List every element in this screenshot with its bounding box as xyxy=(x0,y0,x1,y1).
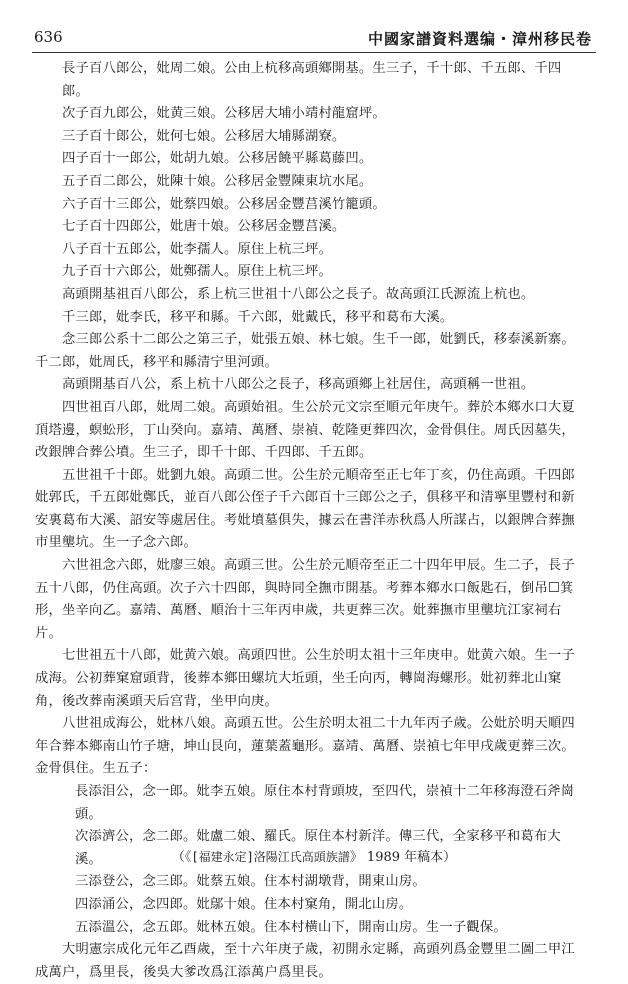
paragraph: 長添泪公，念一郎。妣李五娘。原住本村背頭坡，至四代，崇禎十二年移海澄石斧崗頭。 xyxy=(75,784,575,822)
paragraph: 次子百九郎公，妣黄三娘。公移居大埔小靖村龍窟坪。 xyxy=(62,106,386,122)
paragraph: 高頭開基祖百八郎公，系上杭三世祖十八郎公之長子。故高頭江氏源流上杭也。 xyxy=(62,286,535,302)
paragraph: 高頭開基百八公，系上杭十八郎公之長子，移高頭鄉上社居住，高頭稱一世祖。 xyxy=(62,377,535,393)
source-citation xyxy=(0,846,628,865)
paragraph: 六子百十三郎公，妣蔡四娘。公移居金豐莒溪竹籠頭。 xyxy=(62,196,386,212)
paragraph: 長子百八郎公，妣周二娘。公由上杭移高頭鄉開基。生三子，千十郎、千五郎、千四郎。 xyxy=(62,61,562,99)
paragraph: 六世祖念六郎，妣廖三娘。高頭三世。公生於元順帝至正二十四年甲辰。生二子，長子五十八郎，仍住高頭。次子六十四郎，與時同全撫市開基。考葬本鄉水口飯匙石，倒吊☐箕形，坐辛向乙。嘉靖、萬曆、順治十三年丙申歲，共更葬三次。妣葬撫市里壟坑江家祠右片。 xyxy=(35,558,575,641)
paragraph: 七世祖五十八郎，妣黄六娘。高頭四世。公生於明太祖十三年庚申。妣黄六娘。生一子成海。公初葬窠窟頭背，後葬本鄉田螺坑大坵頭，坐壬向丙，轉崗海螺形。妣初葬北山窠角，後改葬南溪頭天后宫背，坐甲向庚。 xyxy=(35,648,575,709)
paragraph: 四子百十一郎公，妣胡九娘。公移居饒平縣葛藤凹。 xyxy=(62,151,373,167)
paragraph: 九子百十六郎公，妣鄭孺人。原住上杭三坪。 xyxy=(62,264,332,280)
paragraph: 千三郎，妣李氏，移平和縣。千六郎，妣戴氏，移平和葛布大溪。 xyxy=(62,309,454,325)
page-header xyxy=(32,26,596,53)
paragraph: 次添濟公，念二郎。妣盧二娘、羅氏。原住本村新洋。傳三代，全家移平和葛布大溪。 xyxy=(75,829,561,867)
citation-title: [福建永定]洛陽江氏高頭族譜 xyxy=(191,850,350,864)
paragraph: 八子百十五郎公，妣李孺人。原住上杭三坪。 xyxy=(62,241,332,257)
paragraph: 七子百十四郎公，妣唐十娘。公移居金豐莒溪。 xyxy=(62,219,346,235)
paragraph: 四世祖百八郎，妣周二娘。高頭始祖。生公於元文宗至順元年庚午。葬於本鄉水口大夏頂塔邊，螟蚣形，丁山癸向。嘉靖、萬曆、崇禎、乾隆更葬四次，金骨俱住。周氏因墓失，改銀牌合葬公墳。生三子，即千十郎、千四郎、千五郎。 xyxy=(35,399,575,461)
page-number: 636 xyxy=(34,28,63,46)
paragraph: 五添溫公，念五郎。妣林五娘。住本村横山下，開南山房。生一子觀保。 xyxy=(75,919,507,935)
paragraph: 五世祖千十郎。妣劉九娘。高頭二世。公生於元順帝至正七年丁亥，仍住高頭。千四郎妣郭氏，千五郎妣鄭氏，並百八郎公侄子千六郎百十三郎公之子，俱移平和清寧里豐村和新安裏葛布大溪、詔安等處居住。考妣墳墓俱失，據云在書洋赤秋爲人所謀占，以銀牌合葬撫市里壟坑。生一子念六郎。 xyxy=(35,467,575,551)
paragraph: 五子百二郎公，妣陳十娘。公移居金豐陳東坑水尾。 xyxy=(62,173,373,189)
paragraph: 四添涌公，念四郎。妣鄔十娘。住本村窠角，開北山房。 xyxy=(75,896,413,912)
paragraph: 三子百十郎公，妣何七娘。公移居大埔縣湖寮。 xyxy=(62,128,346,144)
running-title: 中國家譜資料選编・漳州移民卷 xyxy=(367,30,592,48)
paragraph: 大明憲宗成化元年乙酉歲，至十六年庚子歲，初開永定縣，高頭列爲金豐里二圖二甲江成萬户，爲里長，後吳大爹改爲江添萬户爲里長。 xyxy=(35,942,575,980)
paragraph: 念三郎公系十二郎公之第三子，妣張五娘、林七娘。生千一郎，妣劉氏，移泰溪新寨。千二郎，妣周氏，移平和縣清宁里河頭。 xyxy=(35,332,575,370)
citation-close: 》 1989 年稿本） xyxy=(349,850,457,865)
paragraph: 八世祖成海公，妣林八娘。高頭五世。公生於明太祖二十九年丙子歲。公妣於明天順四年合葬本鄉南山竹子塘，坤山艮向，蓮葉蓋龜形。嘉靖、萬曆、崇禎七年甲戌歲更葬三次。金骨俱住。生五子： xyxy=(35,716,575,777)
paragraph: 三添登公，念三郎。妣蔡五娘。住本村湖墩背，開東山房。 xyxy=(75,874,426,890)
citation-open: （《 xyxy=(171,850,192,865)
